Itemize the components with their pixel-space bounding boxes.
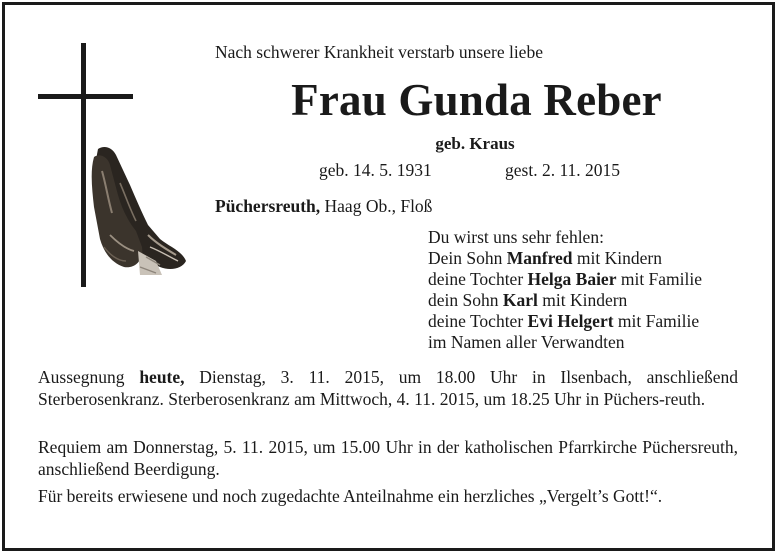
- mourner-suffix: mit Familie: [613, 311, 700, 331]
- paragraph-text: Dienstag, 3. 11. 2015, um 18.00 Uhr in Ilsenbach, anschließend Sterberosenkranz. Sterberosenkranz am Mittwoch, 4. 11. 2015, um 18.25 Uhr in Püchers-reuth.: [38, 367, 738, 409]
- paragraph-requiem: Requiem am Donnerstag, 5. 11. 2015, um 15.00 Uhr in der katholischen Pfarrkirche Püchersreuth, anschließend Beerdigung.: [38, 437, 738, 479]
- mourner-name: Helga Baier: [527, 269, 617, 289]
- place-others: Haag Ob., Floß: [320, 196, 433, 216]
- birth-date: geb. 14. 5. 1931: [319, 160, 432, 180]
- paragraph-emphasis: heute,: [139, 367, 185, 387]
- paragraph-text: Aussegnung: [38, 367, 140, 387]
- mourners-line: [428, 269, 702, 290]
- mourners-line: [428, 311, 702, 332]
- mourner-name: Manfred: [506, 248, 573, 268]
- maiden-name: geb. Kraus: [435, 134, 515, 153]
- mourner-relation: deine Tochter: [428, 269, 528, 289]
- praying-hands-icon: [90, 143, 190, 275]
- mourners-line: [428, 290, 702, 311]
- death-date: gest. 2. 11. 2015: [505, 160, 621, 180]
- mourner-suffix: mit Kindern: [572, 248, 662, 268]
- mourners-line: im Namen aller Verwandten: [428, 332, 625, 352]
- mourner-relation: dein Sohn: [428, 290, 503, 310]
- places-line: [215, 196, 432, 217]
- mourner-relation: Dein Sohn: [428, 248, 507, 268]
- paragraph-thanks: Für bereits erwiesene und noch zugedachte Anteilnahme ein herzliches „Vergelt’s Gott!“.: [38, 486, 663, 506]
- mourner-suffix: mit Familie: [616, 269, 703, 289]
- mourner-name: Evi Helgert: [527, 311, 614, 331]
- place-main: Püchersreuth,: [215, 196, 321, 216]
- paragraph-aussegnung: [38, 367, 738, 410]
- mourners-line: [428, 248, 702, 269]
- intro-line: Nach schwerer Krankheit verstarb unsere liebe: [215, 42, 543, 62]
- mourner-suffix: mit Kindern: [537, 290, 628, 310]
- mourner-relation: deine Tochter: [428, 311, 528, 331]
- deceased-name: Frau Gunda Reber: [291, 75, 662, 125]
- mourners-line: Du wirst uns sehr fehlen:: [428, 227, 604, 247]
- mourners-block: [428, 227, 702, 353]
- mourner-name: Karl: [502, 290, 538, 310]
